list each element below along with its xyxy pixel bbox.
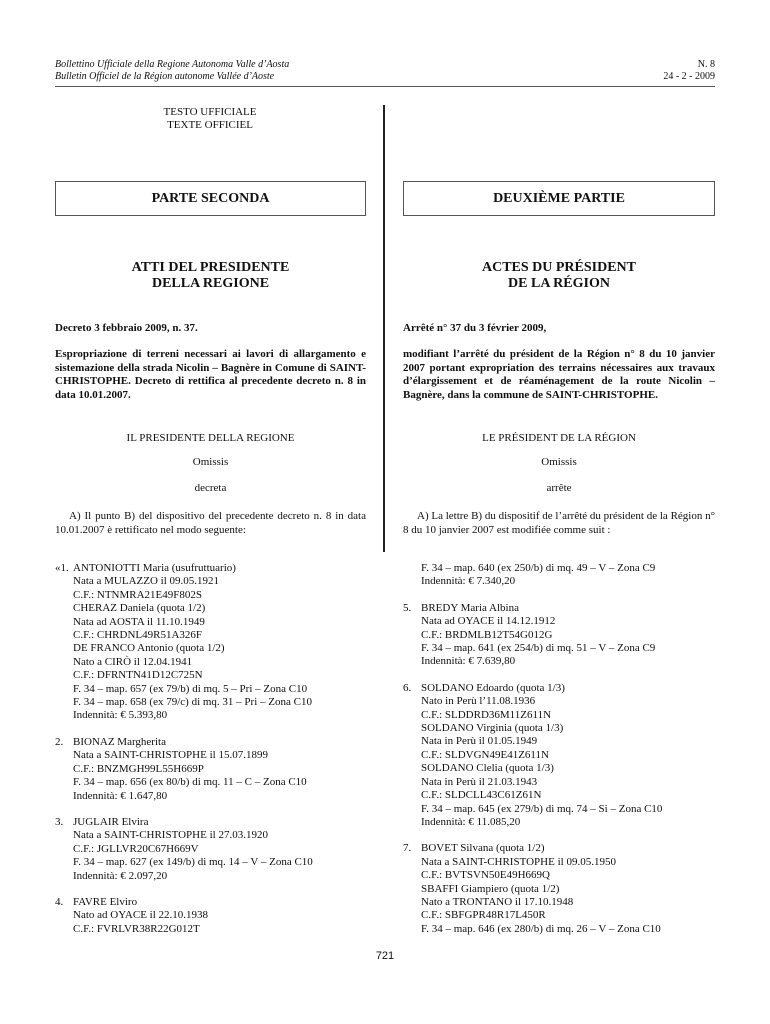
list-item bbox=[55, 816, 375, 883]
item-line: FAVRE Elviro bbox=[73, 895, 138, 908]
item-line: C.F.: BVTSVN50E49H669Q bbox=[421, 869, 550, 882]
item-line: Indennità: € 2.097,20 bbox=[73, 869, 168, 882]
item-line: Nata ad OYACE il 14.12.1912 bbox=[421, 615, 556, 628]
issue-date: 24 - 2 - 2009 bbox=[663, 71, 715, 82]
item-number: 3. bbox=[55, 815, 64, 828]
list-item bbox=[403, 842, 715, 936]
item-number: 7. bbox=[403, 842, 412, 855]
list-item bbox=[55, 736, 375, 803]
section-title-fr-line1: ACTES DU PRÉSIDENT bbox=[481, 260, 637, 275]
omissis-it: Omissis bbox=[192, 456, 229, 468]
item-line: Nata in Perù il 01.05.1949 bbox=[421, 735, 538, 748]
item-line: CHERAZ Daniela (quota 1/2) bbox=[73, 602, 206, 615]
bulletin-title-it: Bollettino Ufficiale della Regione Autonoma Valle d’Aosta bbox=[55, 59, 290, 70]
item-number: 2. bbox=[55, 735, 64, 748]
item-line: Nata a MULAZZO il 09.05.1921 bbox=[73, 575, 220, 588]
part-title-fr: DEUXIÈME PARTIE bbox=[493, 190, 625, 206]
header-rule bbox=[55, 86, 715, 87]
item-line: C.F.: SBFGPR48R17L450R bbox=[421, 909, 546, 922]
section-title-fr bbox=[403, 260, 715, 292]
decreta-label: decreta bbox=[194, 482, 227, 494]
item-line: C.F.: BNZMGH99L55H669P bbox=[73, 762, 204, 775]
section-title-fr-line2: DE LA RÉGION bbox=[508, 276, 610, 291]
item-line: ANTONIOTTI Maria (usufruttuario) bbox=[73, 562, 236, 574]
decree-subject-it: Espropriazione di terreni necessari ai lavori di allargamento e sistemazione della strada Nicolin – Bagnère in Comune di SAINT-CHRISTOPHE. Decreto di rettifica al precedente decreto n. 8 in data 10.01.2007. bbox=[55, 348, 366, 401]
official-text-fr: TEXTE OFFICIEL bbox=[167, 119, 253, 131]
list-item bbox=[55, 896, 375, 936]
decree-title-it: Decreto 3 febbraio 2009, n. 37. bbox=[55, 322, 198, 334]
list-item bbox=[403, 682, 715, 829]
item-line: C.F.: JGLLVR20C67H669V bbox=[73, 842, 199, 855]
item-line: F. 34 – map. 656 (ex 80/b) di mq. 11 – C – Zona C10 bbox=[73, 776, 307, 789]
item-line: F. 34 – map. 657 (ex 79/b) di mq. 5 – Pri – Zona C10 bbox=[73, 682, 308, 695]
item-number: «1. bbox=[55, 562, 69, 574]
item-line: F. 34 – map. 641 (ex 254/b) di mq. 51 – V – Zona C9 bbox=[421, 642, 656, 655]
item-number: 4. bbox=[55, 895, 64, 908]
item-line: C.F.: CHRDNL49R51A326F bbox=[73, 629, 203, 642]
part-box-fr bbox=[403, 181, 715, 216]
item-line: C.F.: NTNMRA21E49F802S bbox=[73, 588, 203, 601]
item-line: Nato a CIRÒ il 12.04.1941 bbox=[73, 655, 193, 668]
item-line: C.F.: SLDDRD36M11Z611N bbox=[421, 708, 552, 721]
list-continuation bbox=[403, 562, 715, 589]
item-line: F. 34 – map. 627 (ex 149/b) di mq. 14 – V – Zona C10 bbox=[73, 856, 313, 869]
item-line: Nato a TRONTANO il 17.10.1948 bbox=[421, 895, 574, 908]
section-title-it-line1: ATTI DEL PRESIDENTE bbox=[131, 260, 290, 275]
item-line: Indennità: € 1.647,80 bbox=[73, 789, 168, 802]
item-line: Nata ad AOSTA il 11.10.1949 bbox=[73, 615, 205, 628]
list-item bbox=[55, 562, 375, 723]
item-line: Nata a SAINT-CHRISTOPHE il 15.07.1899 bbox=[73, 749, 268, 762]
issue-number: N. 8 bbox=[697, 59, 715, 70]
item-line: DE FRANCO Antonio (quota 1/2) bbox=[73, 642, 225, 655]
item-line: Nato ad OYACE il 22.10.1938 bbox=[73, 909, 209, 922]
item-line: C.F.: DFRNTN41D12C725N bbox=[73, 669, 203, 682]
official-text-it: TESTO UFFICIALE bbox=[163, 106, 257, 118]
item-line: BREDY Maria Albina bbox=[421, 601, 519, 614]
paragraph-a-fr: A) La lettre B) du dispositif de l’arrêté du président de la Région n° 8 du 10 janvier 2007 est modifiée comme suit : bbox=[403, 510, 715, 536]
item-line: Indennità: € 7.340,20 bbox=[421, 575, 516, 588]
list-item bbox=[403, 602, 715, 669]
item-line: F. 34 – map. 658 (ex 79/c) di mq. 31 – Pri – Zona C10 bbox=[73, 696, 312, 709]
decree-title-fr: Arrêté n° 37 du 3 février 2009, bbox=[403, 322, 547, 334]
item-line: BOVET Silvana (quota 1/2) bbox=[421, 842, 545, 855]
item-line: SOLDANO Clelia (quota 1/3) bbox=[421, 762, 554, 775]
item-line: C.F.: SLDCLL43C61Z61N bbox=[421, 789, 542, 802]
section-title-it-line2: DELLA REGIONE bbox=[151, 276, 270, 291]
item-line: Nata a SAINT-CHRISTOPHE il 09.05.1950 bbox=[421, 855, 616, 868]
owner-list-left bbox=[55, 562, 375, 936]
item-line: Indennità: € 7.639,80 bbox=[421, 655, 516, 668]
item-line: F. 34 – map. 640 (ex 250/b) di mq. 49 – V – Zona C9 bbox=[421, 562, 656, 574]
arrete-label: arrête bbox=[546, 482, 572, 494]
item-line: C.F.: FVRLVR38R22G012T bbox=[73, 922, 200, 935]
item-line: JUGLAIR Elvira bbox=[73, 815, 149, 828]
owner-list-right bbox=[403, 562, 715, 936]
item-line: SOLDANO Edoardo (quota 1/3) bbox=[421, 681, 565, 694]
item-line: Nata in Perù il 21.03.1943 bbox=[421, 775, 538, 788]
item-number: 6. bbox=[403, 681, 412, 694]
decree-subject-fr: modifiant l’arrêté du président de la Région n° 8 du 10 janvier 2007 portant expropriation des terrains nécessaires aux travaux d’élargissement et de réaménagement de la route Nicolin – Bagnère, dans la commune de SAINT-CHRISTOPHE. bbox=[403, 348, 715, 401]
issue-info bbox=[560, 59, 715, 83]
paragraph-a-it: A) Il punto B) del dispositivo del precedente decreto n. 8 in data 10.01.2007 è rettificato nel modo seguente: bbox=[55, 510, 366, 536]
item-line: C.F.: SLDVGN49E41Z611N bbox=[421, 748, 549, 761]
item-line: BIONAZ Margherita bbox=[73, 735, 166, 748]
part-title-it: PARTE SECONDA bbox=[151, 190, 270, 206]
item-line: SOLDANO Virginia (quota 1/3) bbox=[421, 722, 564, 735]
item-line: C.F.: BRDMLB12T54G012G bbox=[421, 628, 553, 641]
column-divider bbox=[383, 105, 385, 552]
item-line: F. 34 – map. 646 (ex 280/b) di mq. 26 – V – Zona C10 bbox=[421, 922, 661, 935]
authority-it: IL PRESIDENTE DELLA REGIONE bbox=[126, 432, 295, 444]
section-title-it bbox=[55, 260, 366, 292]
item-line: Indennità: € 5.393,80 bbox=[73, 709, 168, 722]
bulletin-title-fr: Bulletin Officiel de la Région autonome Vallée d’Aoste bbox=[55, 71, 275, 82]
authority-fr: LE PRÉSIDENT DE LA RÉGION bbox=[482, 432, 636, 444]
omissis-fr: Omissis bbox=[541, 456, 577, 468]
page-number: 721 bbox=[375, 950, 395, 962]
part-box-it bbox=[55, 181, 366, 216]
item-line: Nato in Perù l’11.08.1936 bbox=[421, 695, 536, 708]
item-number: 5. bbox=[403, 601, 412, 614]
bulletin-header bbox=[55, 59, 475, 83]
item-line: Nata a SAINT-CHRISTOPHE il 27.03.1920 bbox=[73, 829, 268, 842]
official-text-label bbox=[55, 106, 365, 132]
item-line: SBAFFI Giampiero (quota 1/2) bbox=[421, 882, 560, 895]
item-line: Indennità: € 11.085,20 bbox=[421, 815, 521, 828]
item-line: F. 34 – map. 645 (ex 279/b) di mq. 74 – Si – Zona C10 bbox=[421, 802, 663, 815]
